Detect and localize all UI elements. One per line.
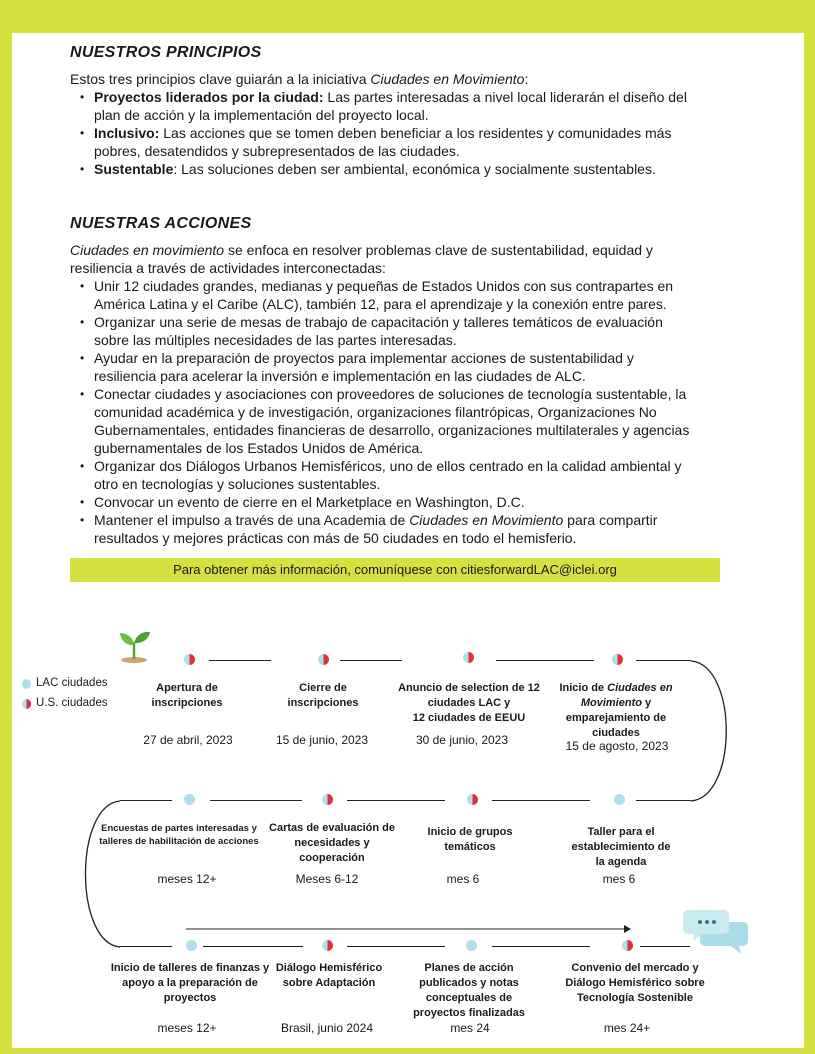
milestone-title: Anuncio de selection de 12 ciudades LAC y 12 ciudades de EEUU [398,682,540,724]
chat-bubbles-icon [683,908,749,956]
list-item: • Conectar ciudades y asociaciones con proveedores de soluciones de tecnología sustentable, la comunidad académica y de investigación, organizaciones filantrópicas, Organizaciones No Gubernamentales, entidades financieras de desarrollo, organizaciones multilaterales y agencias gubernamentales de los Estados Unidos de América. [78,385,698,457]
list-item: • Sustentable: Las soluciones deben ser ambiental, económica y socialmente sustentables. [78,160,698,178]
principles-list [78,88,698,178]
milestone-title: Convenio del mercado y Diálogo Hemisférico sobre Tecnología Sostenible [565,962,705,1004]
actions-list [78,277,698,547]
lac-dot-icon [186,940,197,951]
us-lac-dot-icon [467,794,478,805]
us-lac-dot-icon [612,654,623,665]
us-lac-dot-icon [184,654,195,665]
milestone-title: Taller para el establecimiento de la agenda [571,826,671,868]
milestone-date: mes 6 [602,872,636,886]
sprout-icon [112,626,156,664]
milestone-date: 30 de junio, 2023 [415,733,509,747]
list-item: • Organizar una serie de mesas de trabajo de capacitación y talleres temáticos de evaluación sobre las múltiples necesidades de las partes interesadas. [78,313,698,349]
us-dot-icon [22,699,31,709]
milestone-date: meses 12+ [157,872,217,886]
us-lac-dot-icon [463,652,474,663]
milestone-date: Meses 6-12 [295,872,359,886]
lac-dot-icon [184,794,195,805]
milestone-title: Apertura de inscripciones [151,682,223,709]
milestone-title: Cartas de evaluación de necesidades y cooperación [269,822,395,864]
milestone-title: Encuestas de partes interesadas y talleres de habilitación de acciones [99,823,259,847]
list-item: • Mantener el impulso a través de una Academia de Ciudades en Movimiento para compartir resultados y mejores prácticas con más de 50 ciudades en todo el hemisferio. [78,511,698,547]
milestone-title: Inicio de Ciudades en Movimiento y emparejamiento de ciudades [559,682,673,739]
lac-dot-icon [614,794,625,805]
list-item: • Unir 12 ciudades grandes, medianas y pequeñas de Estados Unidos con sus contrapartes en América Latina y el Caribe (ALC), también 12, para el aprendizaje y la conexión entre pares. [78,277,698,313]
contact-banner: Para obtener más información, comuníquese con citiesforwardLAC@iclei.org [70,558,720,582]
us-lac-dot-icon [322,940,333,951]
actions-heading: NUESTRAS ACCIONES [70,215,252,232]
milestone-title: Planes de acción publicados y notas conceptuales de proyectos finalizadas [413,962,525,1019]
timeline-curve-right [690,660,740,802]
milestone-date: Brasil, junio 2024 [280,1021,374,1035]
milestone-title: Diálogo Hemisférico sobre Adaptación [275,962,383,989]
milestone-date: 15 de agosto, 2023 [565,739,669,753]
principles-intro: Estos tres principios clave guiarán a la iniciativa Ciudades en Movimiento: [70,71,529,87]
lac-dot-icon [22,679,31,689]
list-item: • Ayudar en la preparación de proyectos para implementar acciones de sustentabilidad y resiliencia para acelerar la inversión e implementación en las ciudades de ALC. [78,349,698,385]
milestone-date: 27 de abril, 2023 [143,733,233,747]
milestone-date: 15 de junio, 2023 [275,733,369,747]
us-lac-dot-icon [322,794,333,805]
list-item: • Inclusivo: Las acciones que se tomen deben beneficiar a los residentes y comunidades más pobres, desatendidos y subrepresentados de las ciudades. [78,124,698,160]
milestone-title: Cierre de inscripciones [287,682,359,709]
milestone-title: Inicio de grupos temáticos [427,826,513,853]
us-lac-dot-icon [622,940,633,951]
milestone-date: meses 12+ [157,1021,217,1035]
actions-intro: Ciudades en movimiento se enfoca en resolver problemas clave de sustentabilidad, equidad y resiliencia a través de actividades interconectadas: [70,242,653,276]
milestone-date: mes 6 [446,872,480,886]
timeline-arrow [186,924,632,934]
us-lac-dot-icon [318,654,329,665]
milestone-date: mes 24+ [603,1021,651,1035]
list-item: • Organizar dos Diálogos Urbanos Hemisféricos, uno de ellos centrado en la calidad ambiental y otro en tecnologías y soluciones sustentables. [78,457,698,493]
list-item: • Convocar un evento de cierre en el Marketplace en Washington, D.C. [78,493,698,511]
milestone-date: mes 24 [450,1021,490,1035]
milestone-title: Inicio de talleres de finanzas y apoyo a la preparación de proyectos [110,962,270,1004]
list-item: • Proyectos liderados por la ciudad: Las partes interesadas a nivel local liderarán el diseño del plan de acción y la implementación del proyecto local. [78,88,698,124]
lac-dot-icon [466,940,477,951]
principles-heading: NUESTROS PRINCIPIOS [70,44,262,61]
